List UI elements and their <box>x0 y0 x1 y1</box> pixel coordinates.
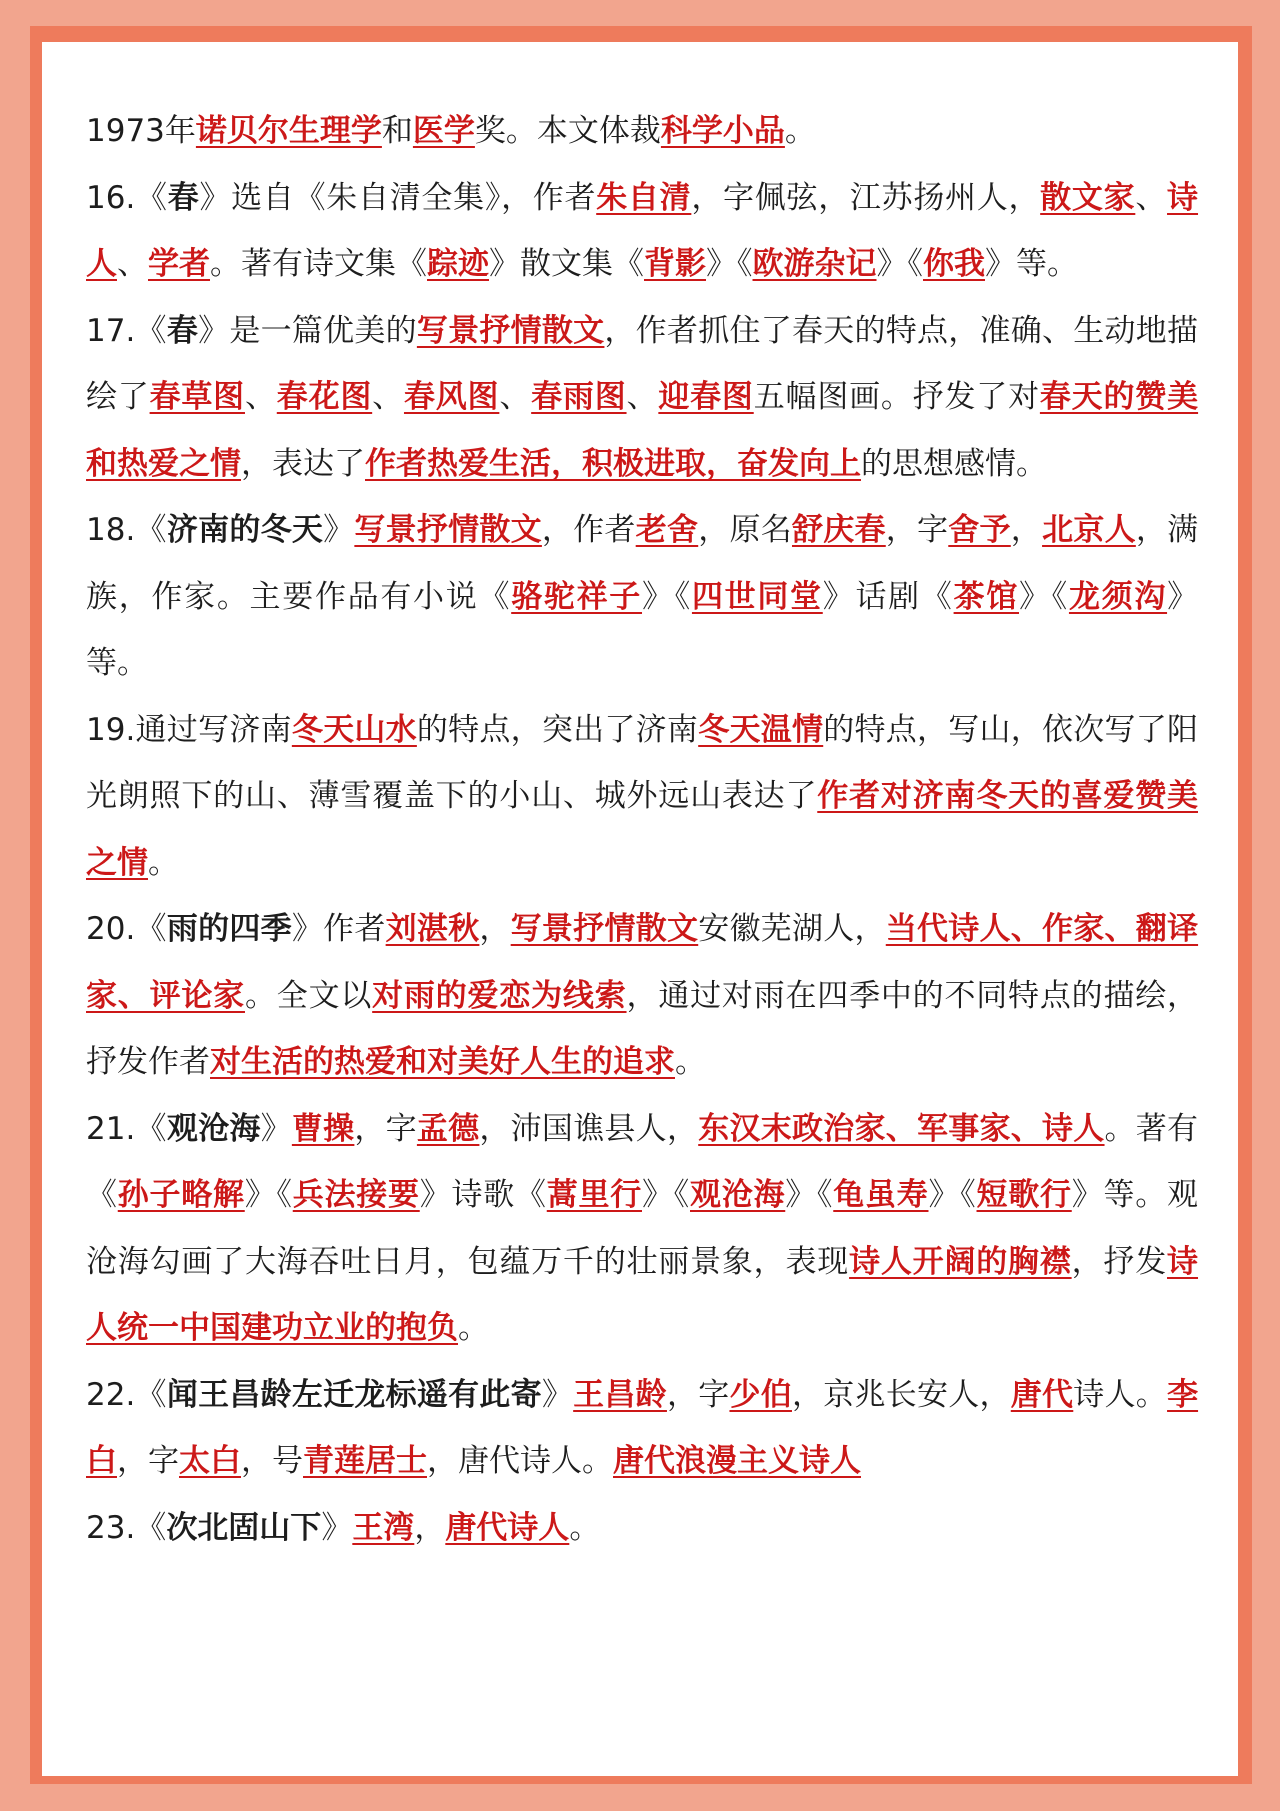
work-title: 雨的四季 <box>166 911 292 947</box>
answer-text: 茶馆 <box>953 578 1020 615</box>
answer-text: 作者热爱生活，积极进取，奋发向上 <box>365 445 861 482</box>
answer-text: 医学 <box>412 113 475 149</box>
work-title: 闻王昌龄左迁龙标遥有此寄 <box>166 1376 542 1413</box>
answer-text: 写景抒情散文 <box>416 312 605 349</box>
answer-text: 东汉末政治家、军事家、诗人 <box>698 1110 1105 1147</box>
body-text: ， <box>414 1509 446 1546</box>
answer-text: 曹操 <box>291 1110 355 1147</box>
answer-text: 科学小品 <box>660 113 785 149</box>
body-text: 1973年 <box>86 113 196 149</box>
document-body <box>86 98 1198 1561</box>
body-text: ，通过对雨在四季中的不同特点的描绘，抒发作者 <box>86 977 1199 1080</box>
paragraph <box>86 896 1198 1096</box>
answer-text: 唐代 <box>1010 1376 1074 1413</box>
body-text: ，号 <box>241 1443 303 1479</box>
body-text: 23.《 <box>86 1509 167 1546</box>
answer-text: 兵法接要 <box>292 1177 420 1213</box>
body-text: ，京兆长安人， <box>791 1376 1011 1413</box>
body-text: ，字 <box>354 1110 417 1147</box>
body-text: 、 <box>626 379 659 415</box>
answer-text: 刘湛秋 <box>385 911 480 947</box>
body-text: 16.《 <box>86 179 168 216</box>
body-text: 安徽芜湖人， <box>698 911 886 947</box>
body-text: 。全文以 <box>244 977 373 1014</box>
answer-text: 写景抒情散文 <box>510 911 699 947</box>
answer-text: 观沧海 <box>690 1177 786 1213</box>
body-text: 。 <box>675 1044 706 1080</box>
body-text: 17.《 <box>86 312 167 349</box>
answer-text: 诗人开阔的胸襟 <box>849 1243 1072 1280</box>
body-text: 、 <box>244 379 277 415</box>
work-title: 济南的冬天 <box>166 512 324 548</box>
answer-text: 写景抒情散文 <box>354 512 542 548</box>
body-text: ， <box>479 911 511 947</box>
body-text: ，字 <box>117 1443 179 1479</box>
answer-text: 学者 <box>148 246 210 282</box>
body-text: 。著有诗文集《 <box>210 246 427 282</box>
body-text: 》《 <box>706 246 753 282</box>
answer-text: 春草图 <box>149 379 245 415</box>
answer-text: 春雨图 <box>531 379 627 415</box>
body-text: ， <box>1010 512 1043 548</box>
answer-text: 踪迹 <box>427 246 489 282</box>
answer-text: 作者对济南冬天的喜爱赞美之情 <box>86 778 1198 881</box>
answer-text: 舒庆春 <box>791 512 886 548</box>
body-text: 21.《 <box>86 1110 167 1147</box>
answer-text: 冬天山水 <box>291 711 417 748</box>
body-text: 》作者 <box>291 911 386 947</box>
body-text: 。著有《 <box>86 1110 1199 1213</box>
body-text: ，原名 <box>698 512 792 548</box>
body-text: 》《 <box>244 1177 293 1213</box>
body-text: 的特点，写山，依次写了阳光朗照下的山、薄雪覆盖下的小山、城外远山表达了 <box>86 711 1199 814</box>
body-text: ，满族，作家。主要作品有小说《 <box>86 512 1199 615</box>
answer-text: 春风图 <box>403 379 500 415</box>
answer-text: 诗人统一中国建功立业的抱负 <box>86 1243 1199 1346</box>
paragraph <box>86 497 1198 697</box>
body-text: ，作者 <box>541 512 636 548</box>
body-text: 》 <box>323 512 355 548</box>
body-text: 的特点，突出了济南 <box>416 711 699 748</box>
body-text: 》等。 <box>985 246 1078 282</box>
paragraph <box>86 1495 1198 1562</box>
body-text: 》是一篇优美的 <box>198 312 417 349</box>
body-text: 》《 <box>928 1177 977 1213</box>
body-text: ，沛国谯县人， <box>479 1110 699 1147</box>
paragraph <box>86 697 1198 897</box>
body-text: 的思想感情。 <box>861 445 1047 482</box>
work-title: 观沧海 <box>166 1110 261 1147</box>
body-text: 、 <box>1135 179 1168 216</box>
answer-text: 唐代浪漫主义诗人 <box>613 1443 861 1479</box>
paragraph <box>86 298 1198 498</box>
answer-text: 王湾 <box>352 1509 415 1546</box>
body-text: 、 <box>117 246 148 282</box>
answer-text: 孙子略解 <box>117 1177 245 1213</box>
body-text: 、 <box>372 379 404 415</box>
answer-text: 春花图 <box>276 379 373 415</box>
body-text: 20.《 <box>86 911 167 947</box>
body-text: 》《 <box>642 1177 690 1213</box>
answer-text: 老舍 <box>635 512 699 548</box>
body-text: ，唐代诗人。 <box>427 1443 613 1479</box>
body-text: 。 <box>569 1509 601 1546</box>
body-text: 和 <box>381 113 413 149</box>
body-text: ，字 <box>666 1376 730 1413</box>
body-text: 》散文集《 <box>489 246 644 282</box>
answer-text: 青莲居士 <box>303 1443 427 1479</box>
answer-text: 诺贝尔生理学 <box>195 113 382 149</box>
body-text: 22.《 <box>86 1376 167 1413</box>
body-text: 》《 <box>785 1177 834 1213</box>
body-text: 诗人。 <box>1073 1376 1168 1413</box>
answer-text: 对生活的热爱和对美好人生的追求 <box>210 1044 675 1080</box>
answer-text: 孟德 <box>416 1110 480 1147</box>
answer-text: 背影 <box>644 246 706 282</box>
paragraph <box>86 1362 1198 1495</box>
body-text: 》等。 <box>86 578 1199 681</box>
answer-text: 朱自清 <box>596 179 692 216</box>
answer-text: 李白 <box>86 1376 1199 1479</box>
answer-text: 蒿里行 <box>546 1177 642 1213</box>
body-text: ，作者抓住了春天的特点，准确、生动地描绘了 <box>86 312 1199 415</box>
answer-text: 迎春图 <box>658 379 754 415</box>
answer-text: 诗人 <box>86 179 1199 282</box>
answer-text: 骆驼祥子 <box>511 578 643 615</box>
answer-text: 冬天温情 <box>698 711 824 748</box>
answer-text: 春天的赞美和热爱之情 <box>86 379 1199 482</box>
body-text: 奖。本文体裁 <box>474 113 661 149</box>
answer-text: 北京人 <box>1042 512 1136 548</box>
body-text: 》话剧《 <box>822 578 954 615</box>
body-text: 》 <box>260 1110 292 1147</box>
body-text: 。 <box>458 1310 489 1346</box>
paragraph <box>86 98 1198 165</box>
body-text: 19.通过写济南 <box>86 711 292 748</box>
body-text: 》《 <box>642 578 692 615</box>
work-title: 春 <box>167 179 200 216</box>
body-text: ，表达了 <box>241 445 365 482</box>
work-title: 次北固山下 <box>166 1509 322 1546</box>
body-text: 》《 <box>876 246 923 282</box>
body-text: 18.《 <box>86 512 167 548</box>
answer-text: 四世同堂 <box>691 578 823 615</box>
answer-text: 短歌行 <box>976 1177 1072 1213</box>
body-text: ，抒发 <box>1071 1243 1168 1280</box>
answer-text: 龟虽寿 <box>833 1177 929 1213</box>
paragraph <box>86 1096 1198 1362</box>
work-title: 春 <box>166 312 199 349</box>
body-text: ，字 <box>885 512 949 548</box>
answer-text: 当代诗人、作家、翻译家、评论家 <box>86 911 1199 1014</box>
body-text: 》 <box>321 1509 353 1546</box>
body-text: 。 <box>148 844 179 881</box>
body-text: 、 <box>499 379 532 415</box>
answer-text: 你我 <box>923 246 985 282</box>
body-text: 。 <box>784 113 816 149</box>
body-text: 》等。观沧海勾画了大海吞吐日月，包蕴万千的壮丽景象，表现 <box>86 1177 1198 1280</box>
body-text: 》 <box>541 1376 574 1413</box>
answer-text: 少伯 <box>729 1376 792 1413</box>
answer-text: 对雨的爱恋为线索 <box>372 977 627 1014</box>
body-text: 五幅图画。抒发了对 <box>753 379 1040 415</box>
answer-text: 欧游杂记 <box>752 246 877 282</box>
body-text: 》诗歌《 <box>419 1177 547 1213</box>
paragraph <box>86 165 1198 298</box>
answer-text: 散文家 <box>1040 179 1136 216</box>
body-text: 》选自《朱自清全集》，作者 <box>199 179 597 216</box>
answer-text: 唐代诗人 <box>445 1509 570 1546</box>
answer-text: 龙须沟 <box>1068 578 1168 615</box>
document-page <box>42 42 1238 1776</box>
answer-text: 舍予 <box>948 512 1011 548</box>
answer-text: 太白 <box>179 1443 241 1479</box>
body-text: ，字佩弦，江苏扬州人， <box>691 179 1041 216</box>
body-text: 》《 <box>1019 578 1069 615</box>
answer-text: 王昌龄 <box>573 1376 667 1413</box>
